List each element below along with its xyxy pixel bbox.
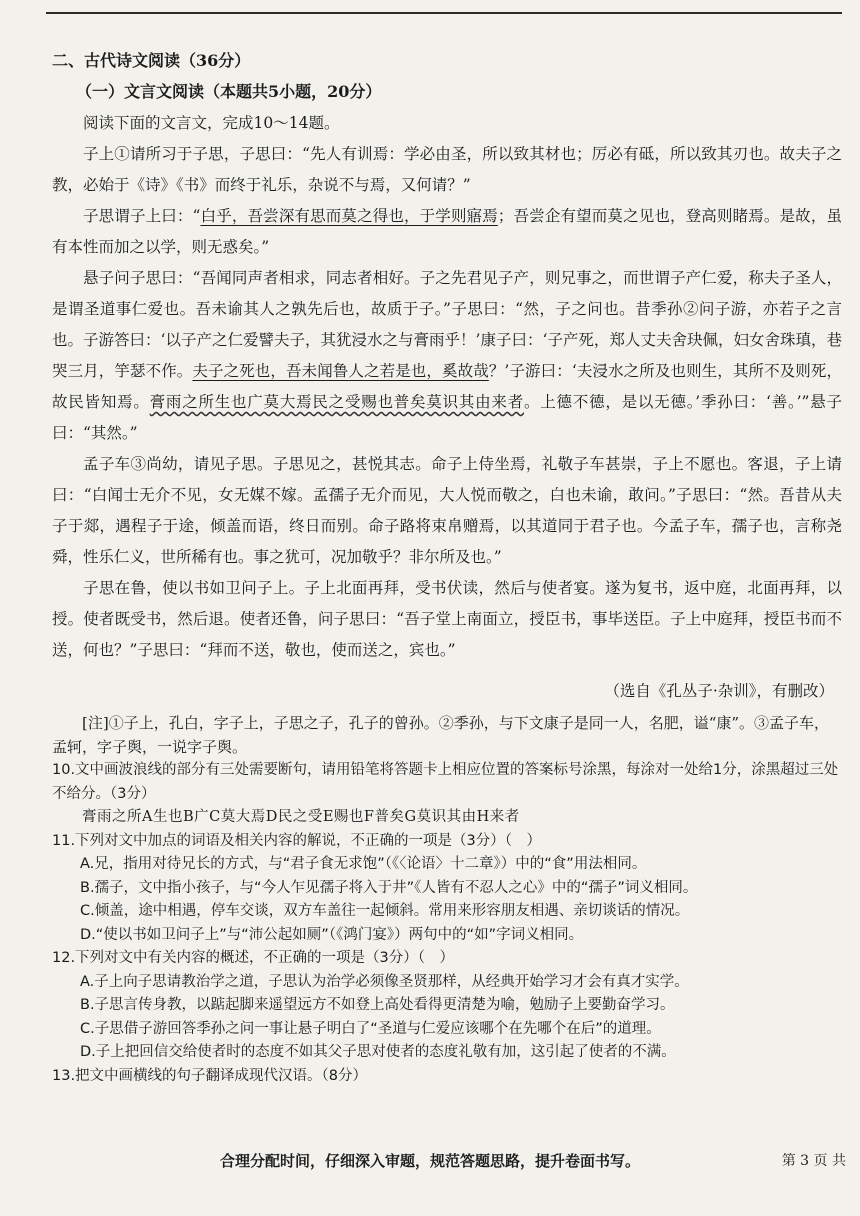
passage-source: （选自《孔丛子·杂训》，有删改） xyxy=(604,682,834,700)
passage-paragraph-4 xyxy=(52,449,842,573)
question-10-segment: 膏雨之所A生也B广C莫大焉D民之受E赐也F普矣G莫识其由H来者 xyxy=(82,809,520,825)
passage-paragraph-2 xyxy=(52,201,842,263)
section-title: 二、古代诗文阅读（36分） xyxy=(52,51,251,70)
question-12-option-c: C.子思借子游回答季孙之问一事让悬子明白了“圣道与仁爱应该哪个在先哪个在后”的道理。 xyxy=(80,1020,661,1037)
question-12: 12.下列对文中有关内容的概述，不正确的一项是（3分）（ ） xyxy=(52,950,455,966)
page-number: 第 3 页 共 xyxy=(781,1153,846,1169)
question-11: 11.下列对文中加点的词语及相关内容的解说，不正确的一项是（3分）（ ） xyxy=(52,832,542,849)
text-span: 孟子车③尚幼，请见子思。子思见之，甚悦其志。命子上侍坐焉，礼敬子车甚崇，子上不愿也。客退，子上请曰：“白闻士无介不见，女无媒不嫁。孟孺子无介而见，大人悦而敬之，白也未谕，敢问。”子思曰：“然。吾昔从夫子于郯，遇程子于途， xyxy=(52,455,842,535)
section-subtitle: （一）文言文阅读（本题共5小题，20分） xyxy=(76,82,382,101)
exam-page xyxy=(52,48,842,1088)
dotted-word: 倾盖而语 xyxy=(210,517,274,535)
passage-paragraph-3 xyxy=(52,263,842,449)
text-span: 悬子问子思曰：“吾闻同声者相求，同志者相好。子之先君见子产，则兄事之，而世谓子产仁爱，称夫子圣人，是谓圣道事仁爱也。吾未谕其人之孰先后也，故质于子。”子思曰：“然，子之问也。昔季孙②问子游，亦若子之言也。子游答曰：‘以子产之仁爱譬夫子，其犹浸水之与膏雨乎！’康子曰：‘子产死，郑人丈夫舍玦佩，妇女舍珠瑱，巷哭三月，竽瑟不作。 xyxy=(52,269,842,380)
question-10: 10.文中画波浪线的部分有三处需要断句，请用铅笔将答题卡上相应位置的答案标号涂黑，每涂对一处给1分，涂黑超过三处不给分。（3分） xyxy=(52,762,839,802)
footer-slogan: 合理分配时间，仔细深入审题，规范答题思路，提升卷面书写。 xyxy=(219,1152,640,1170)
text-span: ，终日而别。命子路将束帛赠焉，以其道同于君子也。今孟子车，孺子也，言称尧舜，性乐仁义，世所稀有也。事之犹可，况加敬乎？非尔所及也。” xyxy=(52,517,842,566)
underlined-sentence: 夫子之死也，吾未闻鲁人之若是也，奚故哉 xyxy=(192,362,489,380)
question-12-option-d: D.子上把回信交给使者时的态度不如其父子思对使者的态度礼敬有加，这引起了使者的不满。 xyxy=(80,1044,676,1060)
question-11-option-d: D.“使以书如卫问子上”与“沛公起如厕”（《鸿门宴》）两句中的“如”字词义相同。 xyxy=(80,926,584,943)
passage-paragraph-5: 子思在鲁，使以书如卫问子上。子上北面再拜，受书伏读，然后与使者宴。遂为复书，返中庭，北面再拜，以授。使者既受书，然后退。使者还鲁，问子思曰：“吾子堂上南面立，授臣书，事毕送臣。子上中庭拜，授臣书而不送，何也？”子思曰：“拜而不送，敬也，使而送之，宾也。” xyxy=(52,579,842,659)
question-12-option-b: B.子思言传身教，以踮起脚来遥望远方不如登上高处看得更清楚为喻，勉励子上要勤奋学习。 xyxy=(80,997,675,1013)
text-span: 。上德不德，是以无德。’季孙曰：‘善。’”悬子曰：“其然。” xyxy=(52,393,842,442)
question-11-option-a: A.兄，指用对待兄长的方式，与“君子食无求饱”（《〈论语〉十二章》）中的“食”用法相同。 xyxy=(80,856,647,872)
annotations: [注]①子上，孔白，字子上，子思之子，孔子的曾孙。②季孙，与下文康子是同一人，名肥，谥“康”。③孟子车，孟轲，字子舆，一说字子舆。 xyxy=(52,714,830,756)
passage-paragraph-1: 子上①请所习于子思，子思曰：“先人有训焉：学必由圣，所以致其材也；厉必有砥，所以致其刃也。故夫子之教，必始于《诗》《书》而终于礼乐，杂说不与焉，又何请？” xyxy=(52,145,842,194)
instruction: 阅读下面的文言文，完成10～14题。 xyxy=(83,114,340,132)
question-13: 13.把文中画横线的句子翻译成现代汉语。（8分） xyxy=(52,1067,368,1084)
text-span: ？’子游曰：‘夫浸水之所及也则生，其所不及则死，故民皆知焉。 xyxy=(52,362,842,411)
text-span: ；吾尝企有望而莫之见也，登高则睹焉。是故，虽有本性而加之以学，则无惑矣。” xyxy=(52,207,842,256)
question-11-option-b: B.孺子，文中指小孩子，与“今人乍见孺子将入于井”《人皆有不忍人之心》中的“孺子”词义相同。 xyxy=(80,879,698,896)
top-rule xyxy=(46,12,842,14)
question-11-option-c: C.倾盖，途中相遇，停车交谈，双方车盖往一起倾斜。常用来形容朋友相遇、亲切谈话的情况。 xyxy=(80,903,690,919)
text-span: 子思谓子上曰：“ xyxy=(83,207,201,225)
question-12-option-a: A.子上向子思请教治学之道，子思认为治学必须像圣贤那样，从经典开始学习才会有真才实学。 xyxy=(80,973,689,990)
underlined-sentence: 白乎，吾尝深有思而莫之得也，于学则寤焉 xyxy=(200,207,498,225)
wavy-underlined-passage: 膏雨之所生也广莫大焉民之受赐也普矣莫识其由来者 xyxy=(149,393,524,411)
